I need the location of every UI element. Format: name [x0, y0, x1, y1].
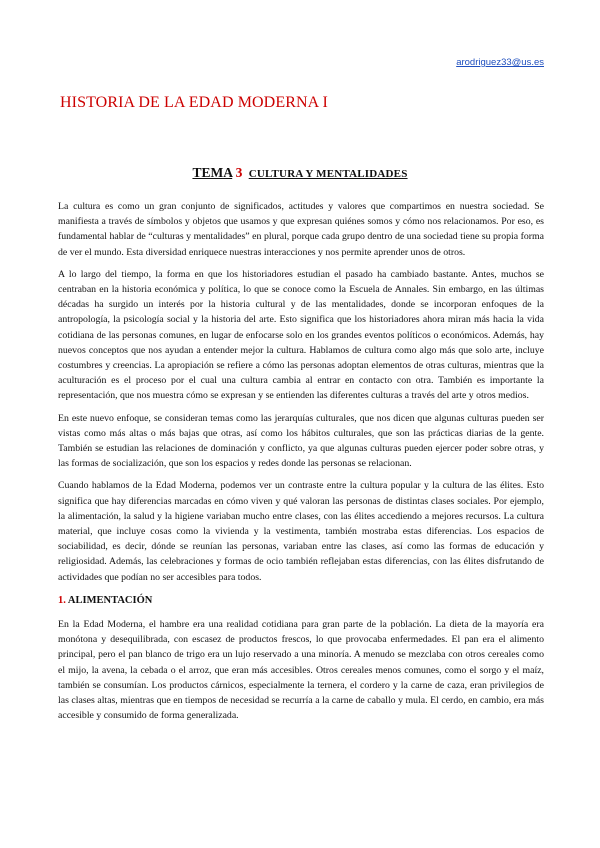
tema-heading [0, 165, 600, 181]
paragraph-alimentacion: En la Edad Moderna, el hambre era una realidad cotidiana para gran parte de la población. La dieta de la mayoría era monótona y desequilibrada, con escasez de productos frescos, lo que provocaba enfermedades. El pan era el alimento principal, pero el pan blanco de trigo era un lujo reservado a una minoría. A menudo se mezclaba con otros cereales como el mijo, la avena, la cebada o el arroz, que eran más accesibles. Otros cereales menos comunes, como el sorgo y el maíz, también se consumían. Los productos cárnicos, especialmente la ternera, el cordero y la carne de caza, eran privilegios de las clases altas, mientras que en tiempos de necesidad se recurría a la carne de caballo y mula. El cerdo, en cambio, era más accesible y consumido de forma generalizada. [58, 619, 544, 722]
tema-label: TEMA [192, 165, 233, 180]
paragraph-historiography: A lo largo del tiempo, la forma en que los historiadores estudian el pasado ha cambiado bastante. Antes, muchos se centraban en la historia económica y política, lo que se conoce como la Escuela de Annales. Sin embargo, en las últimas décadas ha surgido un interés por la historia cultural y de las mentalidades, donde se incorporan enfoques de la antropología, la psicología social y la historia del arte. Esto significa que los historiadores ahora miran más hacia la vida cotidiana de las personas comunes, en lugar de enfocarse solo en los grandes eventos políticos o económicos. Además, hay nuevos conceptos que nos ayudan a entender mejor la cultura. Hablamos de cultura como algo más que solo arte, incluye costumbres y creencias. La apropiación se refiere a cómo las personas adoptan elementos de otras culturas, mientras que la aculturación es el proceso por el cual una cultura cambia al entrar en contacto con otra. También es importante la representación, que nos muestra cómo se expresan y se entienden las diferentes culturas a través del arte y otros medios. [58, 268, 544, 402]
tema-title: CULTURA Y MENTALIDADES [248, 168, 408, 180]
email-link[interactable]: arodriguez33@us.es [456, 57, 544, 68]
section-title: ALIMENTACIÓN [67, 594, 153, 606]
tema-number: 3 [235, 165, 243, 180]
section-number: 1. [58, 594, 66, 606]
paragraph-edad-moderna: Cuando hablamos de la Edad Moderna, podemos ver un contraste entre la cultura popular y la cultura de las élites. Esto significa que hay diferencias marcadas en cómo viven y qué valoran las personas de distintas clases sociales. Por ejemplo, la alimentación, la salud y la higiene variaban mucho entre clases, con las élites accediendo a mejores recursos. La cultura material, que incluye cosas como la vivienda y la vestimenta, también mostraba estas diferencias. Los espacios de sociabilidad, es decir, dónde se reunían las personas, variaban entre las clases, así como las formas de educación y religiosidad. Además, las celebraciones y formas de ocio también reflejaban estas diferencias, con las élites disfrutando de actividades que podían no ser accesibles para todos. [58, 480, 544, 583]
section-heading-alimentacion [58, 593, 544, 608]
course-title: HISTORIA DE LA EDAD MODERNA I [60, 94, 328, 111]
document-body [58, 199, 544, 731]
paragraph-new-approach: En este nuevo enfoque, se consideran temas como las jerarquías culturales, que nos dicen que algunas culturas pueden ser vistas como más altas o más bajas que otras, así como los hábitos culturales, que son las prácticas diarias de la gente. También se estudian las relaciones de dominación y conflicto, ya que algunas culturas pueden ejercer poder sobre otras, y las formas de socialización, que son los espacios y redes donde las personas se relacionan. [58, 412, 544, 470]
paragraph-intro: La cultura es como un gran conjunto de significados, actitudes y valores que compartimos en nuestra sociedad. Se manifiesta a través de símbolos y objetos que usamos y que expresan quiénes somos y cómo nos relacionamos. Por eso, es fundamental hablar de “culturas y mentalidades” en plural, porque cada grupo dentro de una sociedad tiene su propia forma de ver el mundo. Esta diversidad enriquece nuestras interacciones y nos permite aprender unos de otros. [58, 201, 544, 258]
